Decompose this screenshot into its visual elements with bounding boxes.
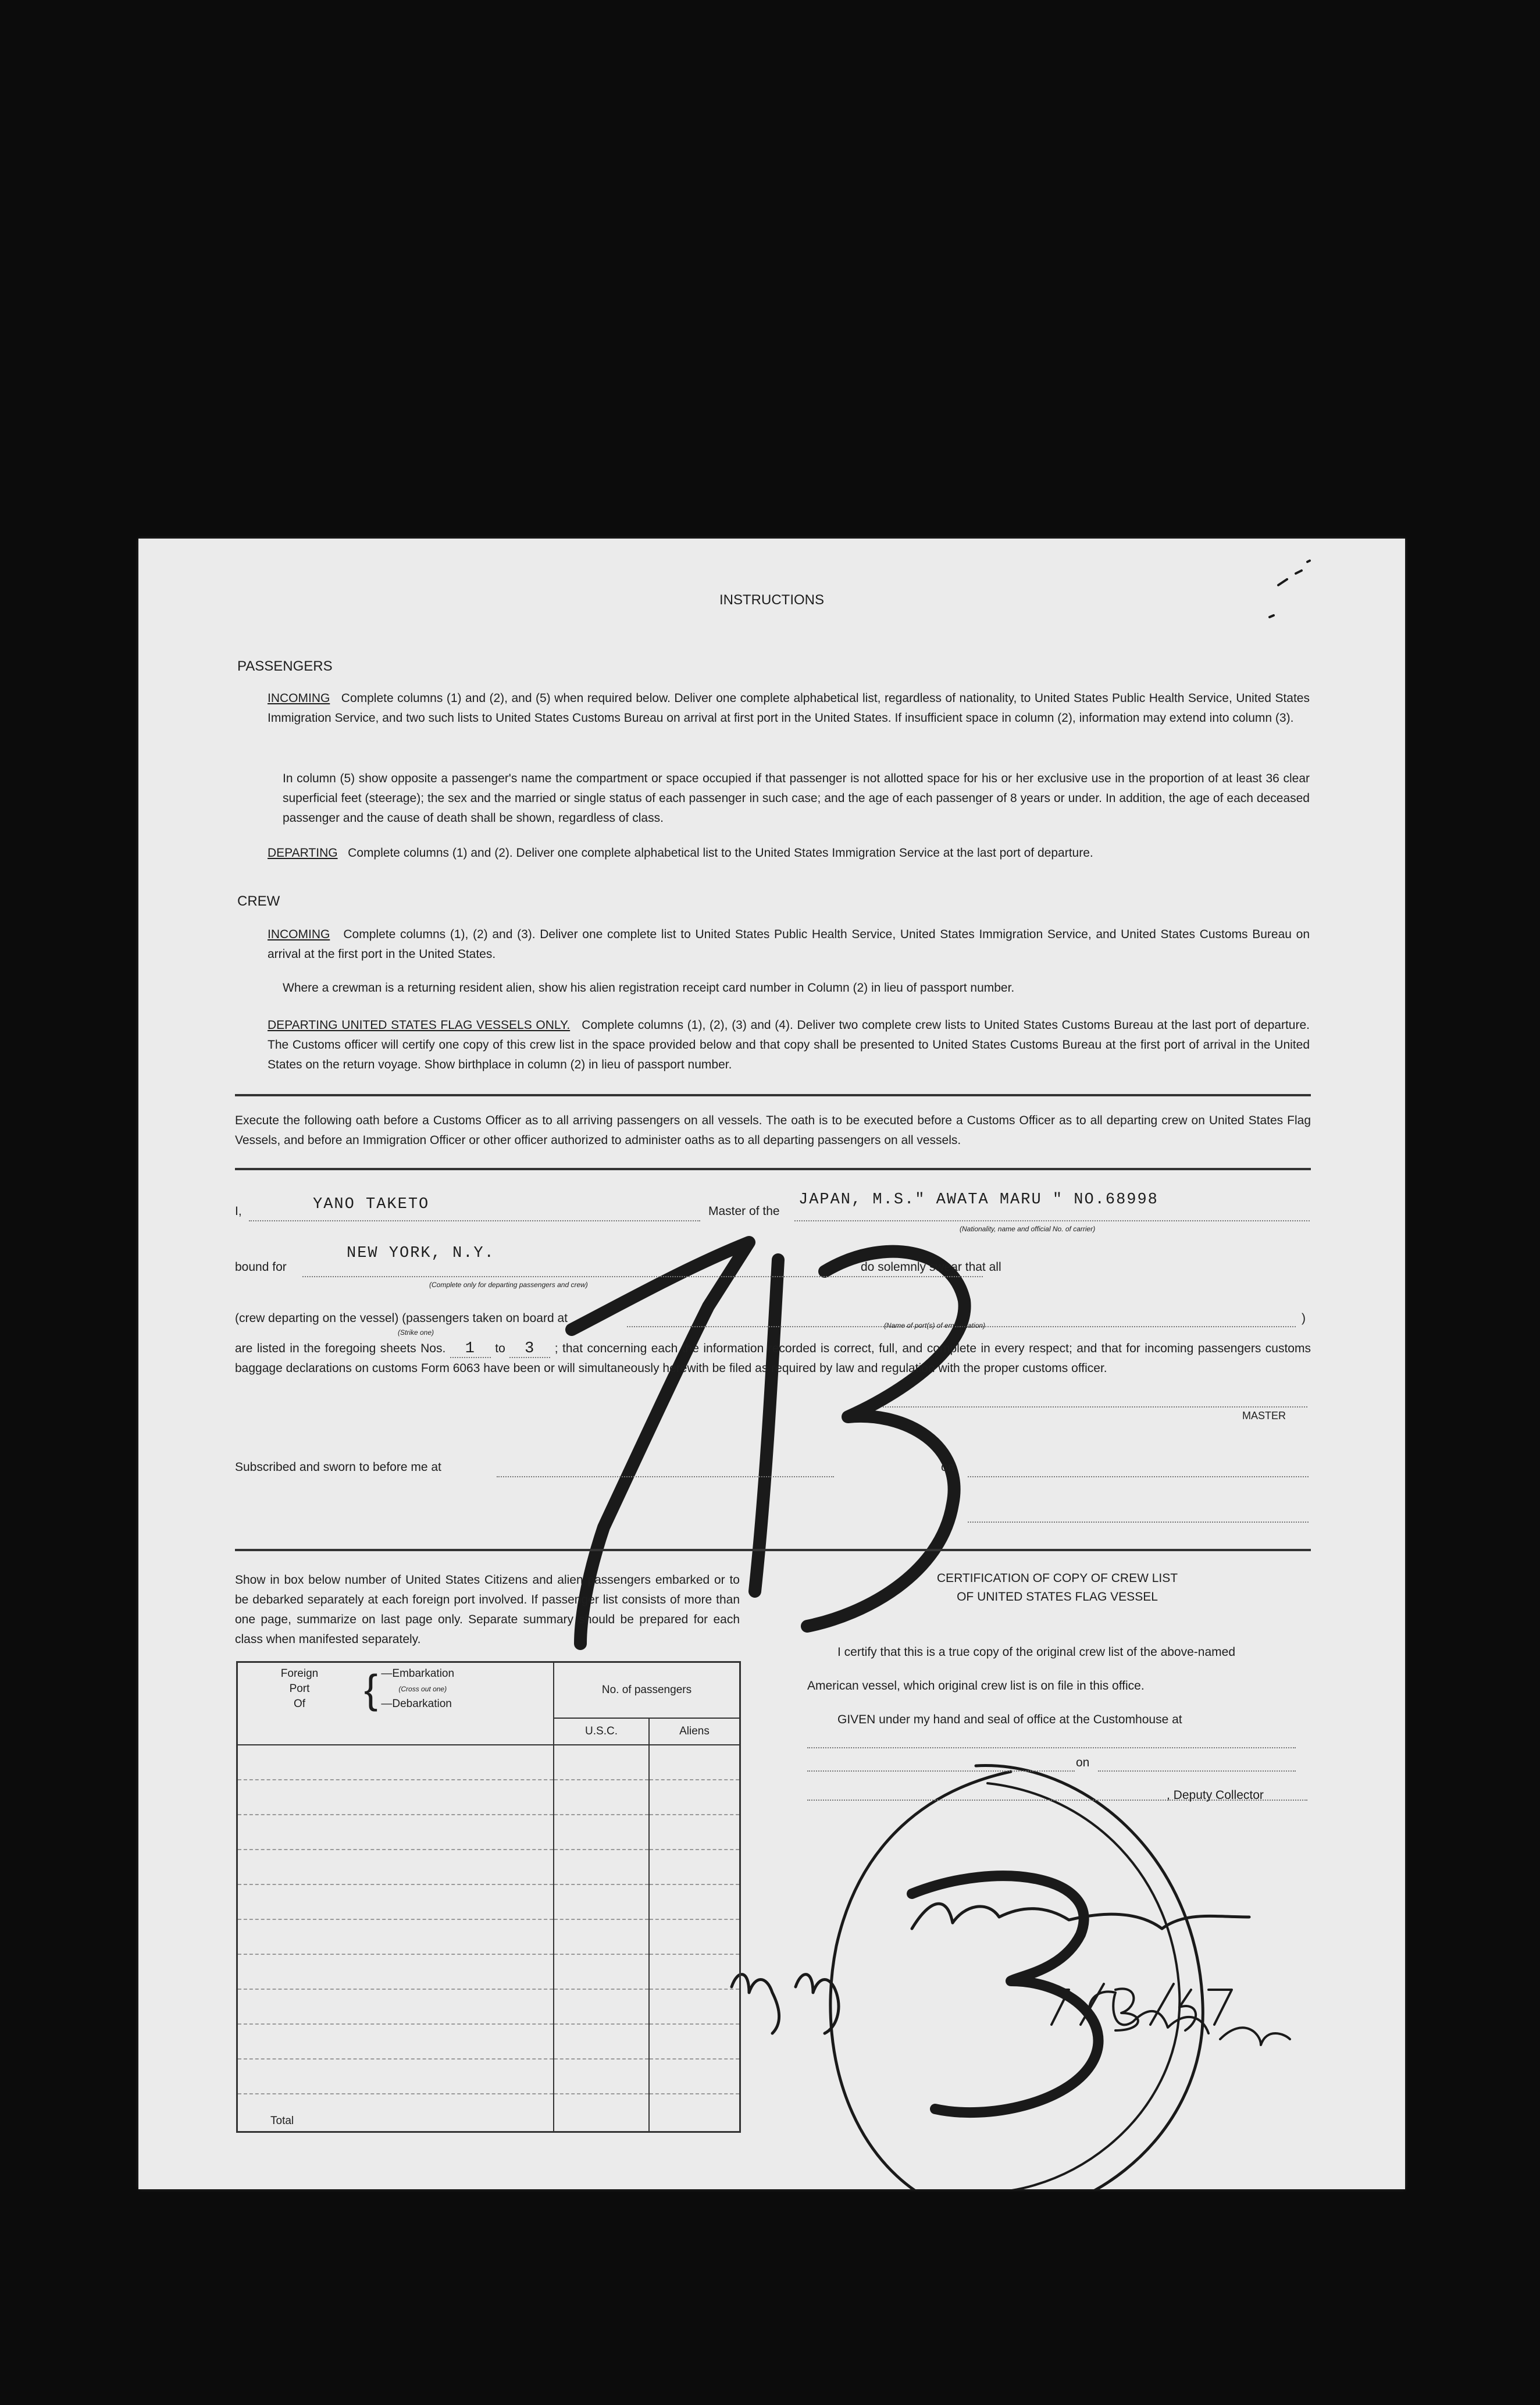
table-row (237, 2024, 740, 2059)
master-signature-line (883, 1406, 1307, 1408)
no-of-passengers-header: No. of passengers (554, 1662, 740, 1718)
listed-text: are listed in the foregoing sheets Nos. (235, 1342, 446, 1355)
date-line (968, 1476, 1309, 1477)
divider (235, 1094, 1311, 1096)
oath-i-label: I, (235, 1205, 242, 1218)
american-vessel-text: American vessel, which original crew list is on file in this office. (807, 1679, 1145, 1693)
master-of-label: Master of the (708, 1205, 780, 1218)
crew-incoming-label: INCOMING (268, 928, 330, 941)
vessel-name: JAPAN, M.S." AWATA MARU " NO.68998 (798, 1191, 1158, 1209)
swear-text: do solemnly swear that all (861, 1260, 1001, 1274)
circled-number-3 (830, 1766, 1203, 2189)
destination: NEW YORK, N.Y. (347, 1245, 495, 1262)
summary-note: Show in box below number of United States Citizens and alien passengers embarked or to be debarked separately at each foreign port involved. If passenger list consists of more than one page, summarize on last page only. Separate summary should be prepared for each class when manifested separately. (235, 1573, 740, 1646)
on-label: on (941, 1460, 955, 1474)
to-label: to (495, 1342, 505, 1355)
table-row (237, 1815, 740, 1850)
column5-instructions: In column (5) show opposite a passenger's name the compartment or space occupied if that passenger is not allotted space for his or her exclusive use in the proportion of at least 36 clear superficial feet (steerage); the sex and the married or single status of each passenger in such case; and the age of each passenger of 8 years or under. In addition, the age of each deceased passenger and the cause of death shall be shown, regardless of class. (283, 772, 1310, 825)
crew-departing-para (268, 1016, 1310, 1075)
sheet-from: 1 (450, 1341, 491, 1358)
handwritten-date (1046, 1984, 1232, 2030)
certification-title-line2: OF UNITED STATES FLAG VESSEL (957, 1590, 1158, 1604)
table-row (237, 1850, 740, 1884)
passengers-departing-text: Complete columns (1) and (2). Deliver one complete alphabetical list to the United States Immigration Service at the last port of departure. (348, 846, 1093, 860)
table-row (237, 1745, 740, 1780)
aliens-header: Aliens (649, 1718, 740, 1745)
subscribed-label: Subscribed and sworn to before me at (235, 1460, 441, 1474)
brace-icon: { (364, 1666, 378, 1712)
official-signature (1090, 1991, 1290, 2045)
bound-caption: (Complete only for departing passengers and crew) (429, 1281, 588, 1289)
officer-signature-line (968, 1522, 1309, 1523)
cert-on-label: on (1076, 1756, 1090, 1769)
bound-for-label: bound for (235, 1260, 287, 1274)
ports-caption: (Name of port(s) of embarkation) (884, 1321, 986, 1330)
subscribed-place-line (497, 1476, 834, 1477)
cross-out-caption: (Cross out one) (398, 1685, 447, 1693)
usc-header: U.S.C. (554, 1718, 649, 1745)
sheet-to: 3 (509, 1341, 550, 1358)
passengers-incoming-label: INCOMING (268, 692, 330, 705)
crew-heading: CREW (237, 893, 280, 909)
close-paren: ) (1302, 1312, 1306, 1325)
divider (235, 1549, 1311, 1551)
swear-wrap (860, 1257, 1278, 1277)
handwritten-place (732, 1975, 839, 2033)
table-row (237, 1884, 740, 1919)
divider (235, 1168, 1311, 1170)
port-header (237, 1662, 554, 1745)
port-label: Port (289, 1683, 310, 1695)
given-text: GIVEN under my hand and seal of office at the Customhouse at (837, 1713, 1182, 1726)
oath-instructions: Execute the following oath before a Customs Officer as to all arriving passengers on all vessels. The oath is to be executed before a Customs Officer as to all departing crew on United States Flag Vessels, and before an Immigration Officer or other officer authorized to administer oaths as to all departing passengers on all vessels. (235, 1114, 1311, 1147)
crew-incoming-para (268, 925, 1310, 964)
customhouse-line (807, 1747, 1296, 1748)
master-name: YANO TAKETO (313, 1196, 430, 1213)
strike-caption: (Strike one) (398, 1328, 434, 1337)
page-title: INSTRUCTIONS (719, 592, 824, 608)
of-label: Of (293, 1698, 306, 1710)
foreign-label: Foreign (280, 1668, 319, 1680)
master-name-line (249, 1220, 700, 1221)
embarkation-label: —Embarkation (381, 1668, 455, 1680)
passengers-departing-para (268, 843, 1310, 863)
crew-departing-label: DEPARTING UNITED STATES FLAG VESSELS ONLY. (268, 1018, 571, 1032)
cert-date-line-right (1098, 1770, 1296, 1772)
table-row (237, 1919, 740, 1954)
master-label: MASTER (1242, 1410, 1286, 1421)
passengers-departing-label: DEPARTING (268, 846, 338, 860)
total-row (237, 2094, 740, 2132)
total-label: Total (237, 2094, 554, 2132)
listed-paragraph (235, 1339, 1311, 1378)
table-row (237, 1989, 740, 2024)
crew-resident-alien-note: Where a crewman is a returning resident alien, show his alien registration receipt card number in Column (2) in lieu of passport number. (283, 981, 1015, 995)
passengers-heading: PASSENGERS (237, 658, 333, 674)
certify-copy-text: I certify that this is a true copy of the original crew list of the above-named (837, 1645, 1235, 1659)
vessel-line (794, 1220, 1310, 1221)
crew-departing-text: Complete columns (1), (2), (3) and (4). Deliver two complete crew lists to United States Customs Bureau at the last port of departure. The Customs officer will certify one copy of this crew list in the space provided below and that copy shall be presented to United States Customs Bureau at the first port of arrival in the United States on the return voyage. Show birthplace in column (2) in lieu of passport number. (268, 1018, 1310, 1071)
crew-departing-text: (crew departing on the vessel) (passengers taken on board at (235, 1312, 568, 1325)
certify-text: ; that concerning each the information recorded is correct, full, and complete in every respect; and that for incoming passengers customs baggage declarations on customs Form 6063 have been or will simultaneously herewith be filed as required by law and regulation with the proper customs officer. (235, 1342, 1311, 1375)
certification-title (807, 1569, 1307, 1606)
certification-title-line1: CERTIFICATION OF COPY OF CREW LIST (936, 1572, 1178, 1585)
table-row (237, 1954, 740, 1989)
document-page (138, 539, 1405, 2189)
deputy-collector-label: , Deputy Collector (1167, 1788, 1264, 1802)
vessel-caption: (Nationality, name and official No. of carrier) (960, 1225, 1096, 1233)
master-signature (912, 1904, 1249, 1929)
passengers-incoming-para (268, 689, 1310, 728)
crew-incoming-text: Complete columns (1), (2) and (3). Deliver one complete list to United States Public Health Service, United States Immigration Service, and United States Customs Bureau on arrival at the first port in the United States. (268, 928, 1310, 961)
debarkation-label: —Debarkation (381, 1698, 452, 1710)
cert-date-line-left (807, 1770, 1075, 1772)
passenger-summary-table (236, 1661, 741, 2133)
passengers-incoming-text: Complete columns (1) and (2), and (5) when required below. Deliver one complete alphabetical list, regardless of nationality, to United States Public Health Service, United States Immigration Service, and two such lists to United States Customs Bureau on arrival at first port in the United States. If insufficient space in column (2), information may extend into column (3). (268, 692, 1310, 725)
table-row (237, 1780, 740, 1815)
table-row (237, 2059, 740, 2094)
